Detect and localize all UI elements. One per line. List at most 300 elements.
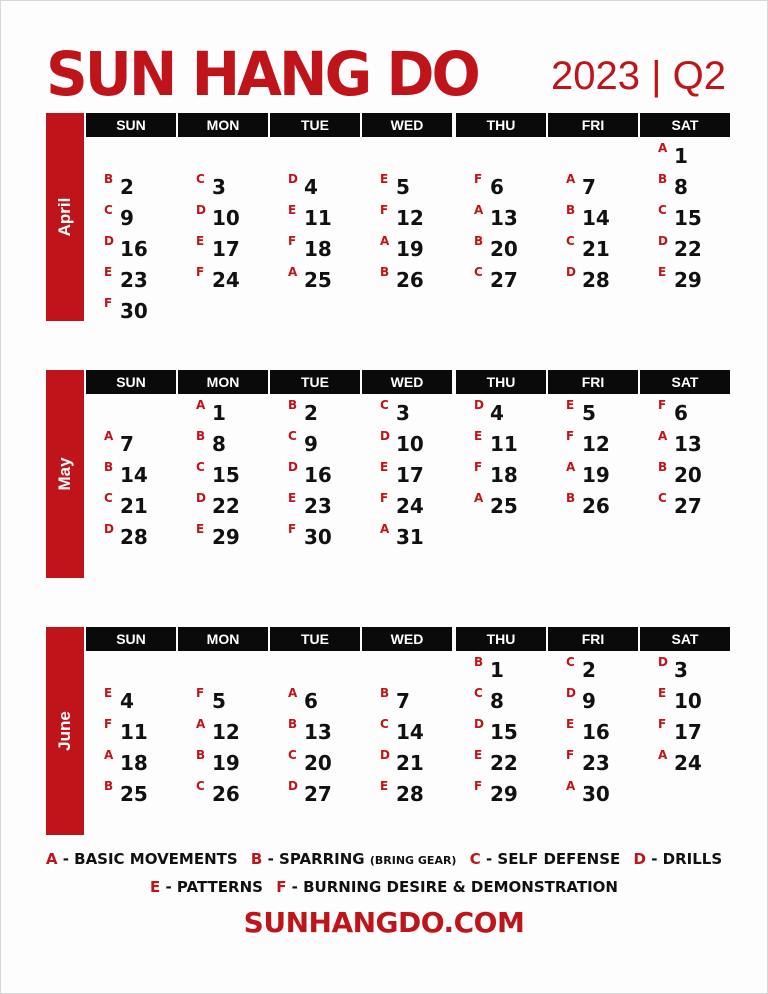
day-number: 21 [396,751,424,775]
day-number: 14 [120,463,148,487]
day-number: 27 [674,494,702,518]
day-cell [456,777,546,807]
class-code: E [196,522,205,536]
class-code: E [288,491,297,505]
class-code: C [104,203,113,217]
brand-title: SUN HANG DO [46,38,478,110]
class-code: E [104,686,113,700]
class-code: A [104,748,114,762]
day-number: 2 [120,175,134,199]
class-code: D [288,779,298,793]
day-cell [548,715,638,745]
month-label-bar [46,370,84,578]
day-number: 8 [490,689,504,713]
day-number: 30 [120,299,148,323]
weekday-header: THU [456,113,546,137]
day-number: 12 [396,206,424,230]
class-code: B [104,779,114,793]
class-code: A [288,686,298,700]
day-number: 6 [490,175,504,199]
day-number: 7 [120,432,134,456]
day-cell [178,396,268,426]
day-cell [86,520,176,550]
day-cell [362,489,452,519]
day-number: 13 [490,206,518,230]
day-cell [86,746,176,776]
day-cell [456,427,546,457]
day-cell [362,746,452,776]
class-code: D [288,460,298,474]
day-cell [270,170,360,200]
class-code: D [196,203,206,217]
day-number: 17 [396,463,424,487]
class-code: E [658,686,667,700]
day-number: 3 [212,175,226,199]
day-cell [86,201,176,231]
day-number: 18 [120,751,148,775]
class-code: E [474,748,483,762]
day-cell [456,653,546,683]
weekday-header: WED [362,113,452,137]
class-code: D [658,655,668,669]
day-cell [362,427,452,457]
day-number: 12 [582,432,610,456]
class-code: A [566,172,576,186]
day-cell [640,232,730,262]
month-name: April [55,197,74,237]
day-number: 16 [120,237,148,261]
class-code: A [658,429,668,443]
day-cell [86,489,176,519]
day-number: 7 [582,175,596,199]
day-cell [362,684,452,714]
month-name: May [55,457,74,491]
class-code: C [566,655,575,669]
day-cell [178,201,268,231]
day-cell [456,170,546,200]
weekday-header: TUE [270,627,360,651]
legend-item-e: E - PATTERNS [149,878,263,896]
day-number: 24 [396,494,424,518]
class-code: B [104,460,114,474]
weekday-header: FRI [548,113,638,137]
day-number: 11 [304,206,332,230]
legend-line-2 [0,878,768,896]
day-cell [178,489,268,519]
class-code: F [196,686,205,700]
day-cell [270,396,360,426]
class-code: A [658,141,668,155]
day-cell [548,201,638,231]
class-code: F [566,748,575,762]
class-code: D [104,522,114,536]
day-cell [270,684,360,714]
day-number: 8 [212,432,226,456]
legend-item-b: B - SPARRING (BRING GEAR) [250,850,457,868]
class-code: B [566,203,576,217]
class-code: F [380,203,389,217]
day-number: 10 [674,689,702,713]
weekday-header: THU [456,627,546,651]
day-cell [640,170,730,200]
class-code: A [104,429,114,443]
weekday-header: FRI [548,627,638,651]
weekday-header: WED [362,627,452,651]
day-number: 24 [212,268,240,292]
month-may [46,370,726,580]
class-code: B [380,265,390,279]
day-cell [640,201,730,231]
class-code: E [380,172,389,186]
month-june [46,627,726,837]
day-cell [270,263,360,293]
class-code: C [380,717,389,731]
class-code: F [104,296,113,310]
legend-item-d: D - DRILLS [633,850,723,868]
day-number: 22 [674,237,702,261]
day-cell [86,777,176,807]
class-code: A [380,522,390,536]
day-number: 10 [212,206,240,230]
weekday-header: MON [178,627,268,651]
day-number: 5 [396,175,410,199]
day-cell [548,653,638,683]
day-cell [362,458,452,488]
day-cell [548,684,638,714]
class-code: C [196,460,205,474]
day-number: 9 [120,206,134,230]
day-cell [178,458,268,488]
day-cell [456,489,546,519]
day-number: 29 [490,782,518,806]
day-number: 16 [304,463,332,487]
class-code: C [288,748,297,762]
class-code: F [288,522,297,536]
period-label: 2023 | Q2 [551,54,726,98]
class-code: F [474,460,483,474]
class-code: D [380,429,390,443]
class-code: B [658,460,668,474]
day-cell [270,777,360,807]
day-cell [640,458,730,488]
day-cell [548,746,638,776]
day-number: 9 [304,432,318,456]
day-cell [86,458,176,488]
class-code: F [474,172,483,186]
day-cell [640,263,730,293]
day-number: 3 [396,401,410,425]
day-cell [270,427,360,457]
day-number: 11 [490,432,518,456]
class-code: F [658,717,667,731]
weekday-header: MON [178,113,268,137]
day-cell [640,653,730,683]
day-number: 19 [396,237,424,261]
class-code: A [196,717,206,731]
class-code: D [288,172,298,186]
day-number: 25 [490,494,518,518]
day-number: 13 [304,720,332,744]
day-number: 15 [212,463,240,487]
day-cell [86,684,176,714]
day-number: 5 [212,689,226,713]
class-code: D [380,748,390,762]
weekday-header: TUE [270,113,360,137]
weekday-header: SUN [86,370,176,394]
day-number: 25 [120,782,148,806]
day-cell [456,684,546,714]
class-code: C [658,203,667,217]
class-code: C [380,398,389,412]
day-number: 1 [490,658,504,682]
day-cell [362,520,452,550]
day-number: 22 [490,751,518,775]
day-number: 1 [212,401,226,425]
day-number: 15 [490,720,518,744]
month-label-bar [46,627,84,835]
day-cell [456,263,546,293]
day-number: 23 [582,751,610,775]
day-number: 10 [396,432,424,456]
class-code: E [474,429,483,443]
day-number: 27 [304,782,332,806]
day-number: 17 [212,237,240,261]
legend-item-c: C - SELF DEFENSE [469,850,621,868]
day-number: 25 [304,268,332,292]
day-number: 20 [490,237,518,261]
weekday-header: SAT [640,627,730,651]
legend-item-f: F - BURNING DESIRE & DEMONSTRATION [276,878,618,896]
class-code: D [196,491,206,505]
class-code: F [566,429,575,443]
class-code: A [566,460,576,474]
class-code: D [474,398,484,412]
class-code: B [288,717,298,731]
day-cell [456,746,546,776]
class-code: B [474,655,484,669]
class-code: C [104,491,113,505]
day-number: 31 [396,525,424,549]
class-code: E [566,398,575,412]
day-cell [178,232,268,262]
day-cell [456,715,546,745]
day-cell [640,746,730,776]
class-code: B [196,429,206,443]
day-cell [548,170,638,200]
weekday-header: SUN [86,627,176,651]
class-code: B [658,172,668,186]
day-cell [86,232,176,262]
class-code: B [380,686,390,700]
day-number: 8 [674,175,688,199]
day-number: 27 [490,268,518,292]
day-number: 7 [396,689,410,713]
day-cell [548,777,638,807]
weekday-header: SAT [640,370,730,394]
weekday-header: WED [362,370,452,394]
weekday-header: SAT [640,113,730,137]
day-cell [640,427,730,457]
day-number: 18 [490,463,518,487]
class-code: B [474,234,484,248]
day-number: 20 [304,751,332,775]
class-code: C [474,686,483,700]
class-code: A [566,779,576,793]
day-number: 21 [120,494,148,518]
day-cell [548,232,638,262]
day-cell [640,715,730,745]
class-code: F [288,234,297,248]
day-cell [548,396,638,426]
day-number: 30 [304,525,332,549]
month-label-bar [46,113,84,321]
day-number: 15 [674,206,702,230]
day-cell [270,458,360,488]
day-cell [362,232,452,262]
day-number: 9 [582,689,596,713]
class-code: A [474,203,484,217]
class-code: F [104,717,113,731]
weekday-header: THU [456,370,546,394]
day-cell [178,263,268,293]
day-number: 28 [120,525,148,549]
class-code: C [196,779,205,793]
weekday-header: FRI [548,370,638,394]
day-number: 29 [674,268,702,292]
day-number: 14 [582,206,610,230]
day-cell [456,201,546,231]
day-cell [270,232,360,262]
day-cell [86,294,176,324]
website-link[interactable]: SUNHANGDO.COM [243,906,525,939]
day-number: 23 [304,494,332,518]
class-code: A [196,398,206,412]
day-cell [548,458,638,488]
day-number: 24 [674,751,702,775]
month-name: June [55,711,74,751]
day-number: 22 [212,494,240,518]
class-code: C [288,429,297,443]
day-number: 14 [396,720,424,744]
class-code: C [474,265,483,279]
day-number: 26 [212,782,240,806]
day-cell [362,715,452,745]
month-april [46,113,726,323]
day-cell [270,746,360,776]
class-code: A [474,491,484,505]
day-number: 6 [674,401,688,425]
class-code: D [474,717,484,731]
day-cell [362,396,452,426]
class-code: B [104,172,114,186]
class-code: E [196,234,205,248]
day-number: 12 [212,720,240,744]
day-cell [456,396,546,426]
legend-item-a: A - BASIC MOVEMENTS [45,850,238,868]
class-code: A [658,748,668,762]
day-number: 19 [212,751,240,775]
day-cell [178,684,268,714]
day-cell [362,777,452,807]
day-number: 30 [582,782,610,806]
day-number: 17 [674,720,702,744]
day-cell [548,489,638,519]
day-number: 13 [674,432,702,456]
class-code: C [196,172,205,186]
day-cell [86,715,176,745]
legend-line-1 [0,850,768,868]
day-cell [178,746,268,776]
class-code: A [288,265,298,279]
class-code: E [566,717,575,731]
day-number: 20 [674,463,702,487]
day-number: 18 [304,237,332,261]
day-number: 3 [674,658,688,682]
day-cell [178,427,268,457]
class-code: C [658,491,667,505]
class-code: D [658,234,668,248]
day-number: 2 [582,658,596,682]
day-number: 29 [212,525,240,549]
day-cell [640,139,730,169]
day-number: 4 [304,175,318,199]
day-cell [456,232,546,262]
day-number: 1 [674,144,688,168]
day-number: 4 [120,689,134,713]
day-cell [548,427,638,457]
class-code: E [380,779,389,793]
day-number: 23 [120,268,148,292]
day-cell [456,458,546,488]
day-number: 26 [396,268,424,292]
weekday-header: SUN [86,113,176,137]
class-code: F [380,491,389,505]
day-cell [640,489,730,519]
class-code: B [288,398,298,412]
weekday-header: MON [178,370,268,394]
class-code: A [380,234,390,248]
day-cell [548,263,638,293]
day-cell [640,684,730,714]
class-code: E [380,460,389,474]
day-cell [86,170,176,200]
day-cell [270,715,360,745]
day-cell [86,427,176,457]
day-number: 6 [304,689,318,713]
day-number: 28 [582,268,610,292]
class-code: D [566,265,576,279]
day-number: 21 [582,237,610,261]
day-number: 5 [582,401,596,425]
class-code: E [288,203,297,217]
day-cell [270,489,360,519]
day-cell [362,170,452,200]
day-cell [270,520,360,550]
day-number: 11 [120,720,148,744]
class-code: F [658,398,667,412]
day-number: 2 [304,401,318,425]
class-code: E [104,265,113,279]
day-number: 4 [490,401,504,425]
day-cell [178,777,268,807]
class-code: D [104,234,114,248]
day-cell [178,715,268,745]
day-cell [178,170,268,200]
class-code: F [196,265,205,279]
class-code: B [196,748,206,762]
class-code: E [658,265,667,279]
day-cell [640,396,730,426]
